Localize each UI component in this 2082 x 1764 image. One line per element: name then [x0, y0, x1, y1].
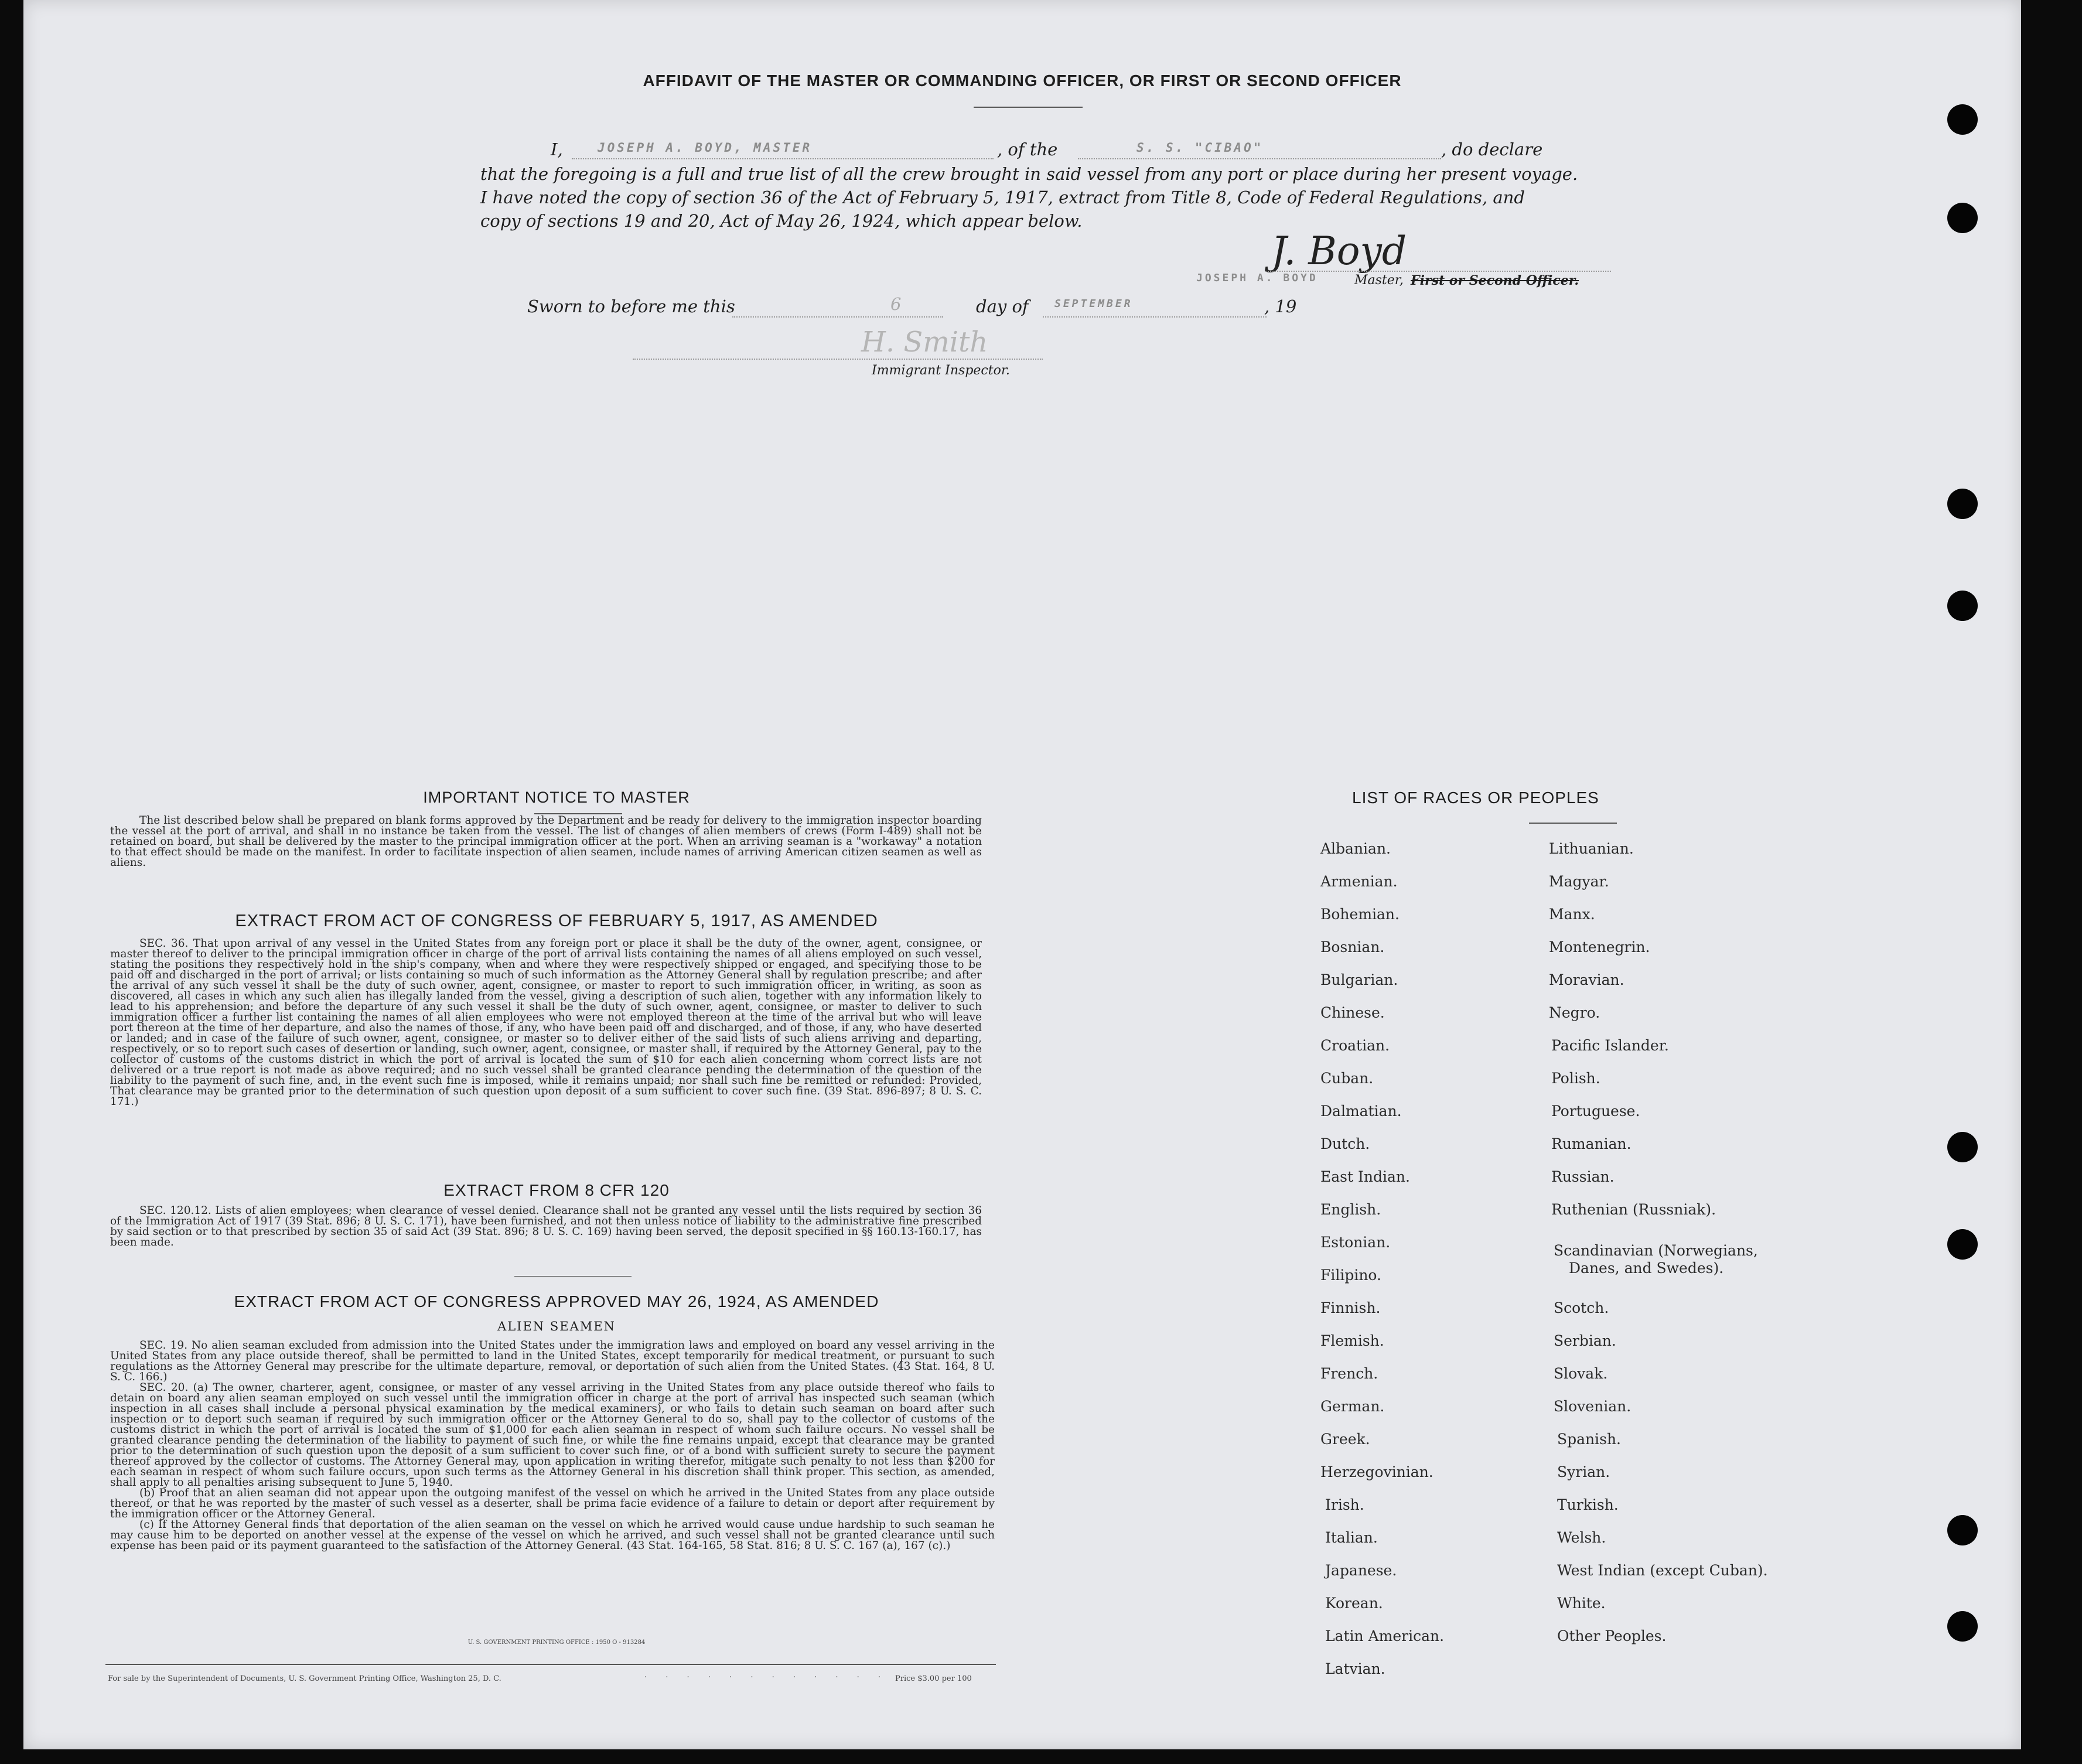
inspector-signature: H. Smith: [861, 326, 988, 359]
sworn-month: SEPTEMBER: [1054, 298, 1133, 310]
extract-cfr-title: EXTRACT FROM 8 CFR 120: [443, 1181, 670, 1199]
section-20a-paragraph: SEC. 20. (a) The owner, charterer, agent, consignee, or master of any vessel arriving in the United States from any place outside thereof who fails to detain on board any alien seaman employed on such vessel until the immigration officer in charge at the port of arrival has inspected such seaman (which inspection in all cases shall include a personal physical examination by the medical examiners), or who fails to detain such seaman on board after such inspection or to deport such seaman if required by such immigration officer or the Attorney General to do so, shall pay to the collector of customs of the customs district in which the port of arrival is located the sum of $1,000 for each alien seaman in respect of whom such failure occurs. No vessel shall be granted clearance pending the determination of the liability to payment of such fine, or while the fine remains unpaid, except that clearance may be granted prior to the determination of such question upon the deposit of a sum sufficient to cover such fine, or of a bond with sufficient surety to secure the payment thereof approved by the collector of customs. The Attorney General may, upon application in writing therefor, mitigate such penalty to not less than $200 for each seaman in respect of whom such failure occurs, upon such terms as the Attorney General in his discretion shall think proper. This section, as amended, shall apply to all penalties arising subsequent to June 5, 1940.: [110, 1381, 995, 1489]
race-item: Estonian.: [1320, 1234, 1391, 1251]
race-item: Syrian.: [1557, 1463, 1610, 1480]
race-item: Albanian.: [1320, 840, 1391, 857]
race-item: Cuban.: [1320, 1070, 1374, 1087]
signer-typed-name: JOSEPH A. BOYD: [1196, 272, 1318, 284]
punch-hole: [1947, 203, 1978, 233]
race-item: Greek.: [1320, 1431, 1370, 1448]
inspector-blank: [633, 357, 1043, 360]
year-label: , 19: [1264, 296, 1297, 316]
race-item: White.: [1557, 1595, 1606, 1612]
sworn-day-blank: [732, 303, 943, 318]
race-item: Spanish.: [1557, 1431, 1622, 1448]
section-36-paragraph: SEC. 36. That upon arrival of any vessel in the United States from any foreign port or place it shall be the duty of the owner, agent, consignee, or master thereof to deliver to the principal immigration officer in charge of the port of arrival lists containing the names of all aliens employed on such vessel, stating the positions they respectively hold in the ship's company, when and where they were respectively shipped or engaged, and specifying those to be paid off and discharged in the port of arrival; or lists containing so much of such information as the Attorney General shall by regulation prescribe; and after the arrival of any such vessel it shall be the duty of such owner, agent, consignee, or master to report to such immigration officer, in writing, as soon as discovered, all cases in which any such alien has illegally landed from the vessel, giving a description of such alien, together with any information likely to lead to his apprehension; and before the departure of any such vessel it shall be the duty of such owner, agent, consignee, or master to deliver to such immigration officer a further list containing the names of all alien employees who were not employed thereon at the time of the arrival but who will leave port thereon at the time of her departure, and also the names of those, if any, who have been paid off and discharged, and of those, if any, who have deserted or landed; and in case of the failure of such owner, agent, consignee, or master so to deliver either of the said lists of such aliens arriving and departing, respectively, or so to report such cases of desertion or landing, such owner, agent, consignee, or master shall, if required by the Attorney General, pay to the collector of customs of the customs district in which the port of arrival is located the sum of $10 for each alien concerning whom correct lists are not delivered or a true report is not made as above required; and no such vessel shall be granted clearance pending the determination of the question of the liability to the payment of such fine, and, in the event such fine is imposed, while it remains unpaid; nor shall such fine be remitted or refunded: Provided, That clearance may be granted prior to the determination of such question upon deposit of a sum sufficient to cover such fine. (39 Stat. 896-897; 8 U. S. C. 171.): [110, 937, 982, 1108]
race-item: Armenian.: [1320, 873, 1398, 890]
do-declare-label: , do declare: [1441, 139, 1543, 159]
race-item: Dalmatian.: [1320, 1103, 1402, 1120]
punch-hole: [1947, 1611, 1978, 1642]
gpo-imprint: U. S. GOVERNMENT PRINTING OFFICE : 1950 O - 913284: [467, 1639, 646, 1646]
race-item: Scotch.: [1554, 1299, 1609, 1316]
extract-1917-body: [110, 939, 982, 1107]
section-19-paragraph: SEC. 19. No alien seaman excluded from admission into the United States under the immigration laws and employed on board any vessel arriving in the United States from any place outside thereof, shall be permitted to land in the United States, except temporarily for medical treatment, or pursuant to such regulations as the Attorney General may prescribe for the ultimate departure, removal, or deportation of such alien from the United States. (43 Stat. 164, 8 U. S. C. 166.): [110, 1339, 995, 1383]
notice-title: IMPORTANT NOTICE TO MASTER: [423, 789, 690, 806]
race-item: Finnish.: [1320, 1299, 1381, 1316]
notice-body: [110, 816, 982, 868]
race-item: East Indian.: [1320, 1168, 1410, 1185]
section-20c-paragraph: (c) If the Attorney General finds that deportation of the alien seaman on the vessel on which he arrived would cause undue hardship to such seaman he may cause him to be deported on another vessel at the expense of the vessel on which he arrived, and such vessel shall not be granted clearance until such expense has been paid or its payment guaranteed to the satisfaction of the Attorney General. (43 Stat. 164-165, 58 Stat. 816; 8 U. S. C. 167 (a), 167 (c).): [110, 1519, 995, 1552]
i-label: I,: [551, 139, 563, 159]
inspector-label: Immigrant Inspector.: [872, 363, 1010, 378]
race-item: French.: [1320, 1365, 1378, 1382]
race-item: Danes, and Swedes).: [1569, 1260, 1724, 1277]
race-item: Bulgarian.: [1320, 971, 1398, 988]
race-item: Negro.: [1549, 1004, 1600, 1021]
vessel-name: S. S. "CIBAO": [1136, 141, 1264, 155]
race-item: Serbian.: [1554, 1332, 1616, 1349]
race-item: Latvian.: [1325, 1660, 1385, 1677]
price-note: Price $3.00 per 100: [895, 1674, 972, 1683]
race-item: Croatian.: [1320, 1037, 1390, 1054]
race-item: English.: [1320, 1201, 1381, 1218]
race-item: West Indian (except Cuban).: [1557, 1562, 1768, 1579]
punch-hole: [1947, 591, 1978, 621]
master-signature: J. Boyd: [1271, 228, 1407, 274]
section-120-12-paragraph: SEC. 120.12. Lists of alien employees; when clearance of vessel denied. Clearance shall not be granted any vessel until the lists required by section 36 of the Immigration Act of 1917 (39 Stat. 896; 8 U. S. C. 171), have been furnished, and not then unless notice of liability to the administrative fine prescribed by said section or to that prescribed by section 35 of said Act (39 Stat. 896; 8 U. S. C. 169) having been served, the deposit specified in §§ 160.13-160.17, has been made.: [110, 1205, 982, 1248]
sworn-label: Sworn to before me this: [527, 296, 735, 316]
race-item: Japanese.: [1325, 1562, 1397, 1579]
races-title: LIST OF RACES OR PEOPLES: [1352, 789, 1599, 807]
race-item: Slovenian.: [1554, 1398, 1632, 1415]
sale-leader: . . . . . . . . . . . .: [644, 1671, 889, 1680]
race-item: Bohemian.: [1320, 906, 1400, 923]
extract-cfr-body: [110, 1206, 982, 1248]
sworn-day: 6: [890, 294, 902, 314]
race-item: Latin American.: [1325, 1627, 1445, 1644]
sale-note: For sale by the Superintendent of Documents, U. S. Government Printing Office, Washington 25, D. C.: [108, 1674, 501, 1683]
day-of-label: day of: [976, 296, 1029, 316]
race-item: Turkish.: [1557, 1496, 1619, 1513]
extract-1924-title: EXTRACT FROM ACT OF CONGRESS APPROVED MAY 26, 1924, AS AMENDED: [234, 1292, 879, 1311]
divider: [514, 1276, 632, 1277]
footer-rule: [105, 1664, 996, 1665]
race-item: Other Peoples.: [1557, 1627, 1667, 1644]
punch-hole: [1947, 1132, 1978, 1162]
race-item: Ruthenian (Russniak).: [1551, 1201, 1716, 1218]
extract-1924-body: [110, 1340, 995, 1551]
race-item: German.: [1320, 1398, 1385, 1415]
affidavit-line1: [551, 139, 1605, 163]
race-item: Moravian.: [1549, 971, 1624, 988]
punch-hole: [1947, 1229, 1978, 1260]
race-item: Manx.: [1549, 906, 1595, 923]
race-item: Scandinavian (Norwegians,: [1554, 1242, 1758, 1259]
race-item: Russian.: [1551, 1168, 1615, 1185]
divider: [974, 107, 1083, 108]
affidavit-line4: copy of sections 19 and 20, Act of May 26, 1924, which appear below.: [480, 211, 1083, 231]
extract-1917-title: EXTRACT FROM ACT OF CONGRESS OF FEBRUARY 5, 1917, AS AMENDED: [235, 912, 878, 930]
race-item: Montenegrin.: [1549, 939, 1650, 956]
sworn-line: [527, 296, 1347, 320]
section-20b-paragraph: (b) Proof that an alien seaman did not appear upon the outgoing manifest of the vessel on which he arrived in the United States from any place outside thereof, or that he was reported by the master of such vessel as a deserter, shall be prima facie evidence of a failure to detain or deport after requirement by the immigration officer or the Attorney General.: [110, 1487, 995, 1520]
race-item: Flemish.: [1320, 1332, 1384, 1349]
race-item: Portuguese.: [1551, 1103, 1640, 1120]
race-item: Dutch.: [1320, 1135, 1370, 1152]
of-the-label: , of the: [997, 139, 1058, 159]
officer-label: First or Second Officer.: [1411, 273, 1579, 288]
race-item: Welsh.: [1557, 1529, 1606, 1546]
master-label: Master,: [1354, 273, 1404, 288]
race-item: Herzegovinian.: [1320, 1463, 1433, 1480]
punch-hole: [1947, 1515, 1978, 1545]
race-item: Polish.: [1551, 1070, 1600, 1087]
punch-hole: [1947, 104, 1978, 135]
affidavit-title: AFFIDAVIT OF THE MASTER OR COMMANDING OFFICER, OR FIRST OR SECOND OFFICER: [643, 71, 1402, 90]
master-name: JOSEPH A. BOYD, MASTER: [598, 141, 813, 155]
alien-seamen-subtitle: ALIEN SEAMEN: [497, 1319, 616, 1333]
divider: [1529, 823, 1617, 824]
race-item: Bosnian.: [1320, 939, 1385, 956]
race-item: Pacific Islander.: [1551, 1037, 1669, 1054]
race-item: Irish.: [1325, 1496, 1364, 1513]
affidavit-line3: I have noted the copy of section 36 of the Act of February 5, 1917, extract from Title 8, Code of Federal Regulations, and: [480, 187, 1525, 207]
race-item: Filipino.: [1320, 1267, 1381, 1284]
race-item: Chinese.: [1320, 1004, 1385, 1021]
race-item: Italian.: [1325, 1529, 1378, 1546]
race-item: Slovak.: [1554, 1365, 1608, 1382]
race-item: Lithuanian.: [1549, 840, 1634, 857]
race-item: Magyar.: [1549, 873, 1609, 890]
race-item: Rumanian.: [1551, 1135, 1632, 1152]
race-item: Korean.: [1325, 1595, 1383, 1612]
notice-paragraph: The list described below shall be prepared on blank forms approved by the Department and be ready for delivery to the immigration inspector boarding the vessel at the port of arrival, and shall in no instance be taken from the vessel. The list of changes of alien members of crews (Form I-489) shall not be retained on board, but shall be delivered by the master to the principal immigration officer at the port. When an arriving seaman is a "workaway" a notation to that effect should be made on the manifest. In order to facilitate inspection of alien seamen, include names of arriving American citizen seamen as well as aliens.: [110, 814, 982, 869]
punch-hole: [1947, 489, 1978, 519]
document-page: [23, 0, 2021, 1749]
affidavit-line2: that the foregoing is a full and true list of all the crew brought in said vessel from any port or place during her present voyage.: [480, 164, 1578, 184]
